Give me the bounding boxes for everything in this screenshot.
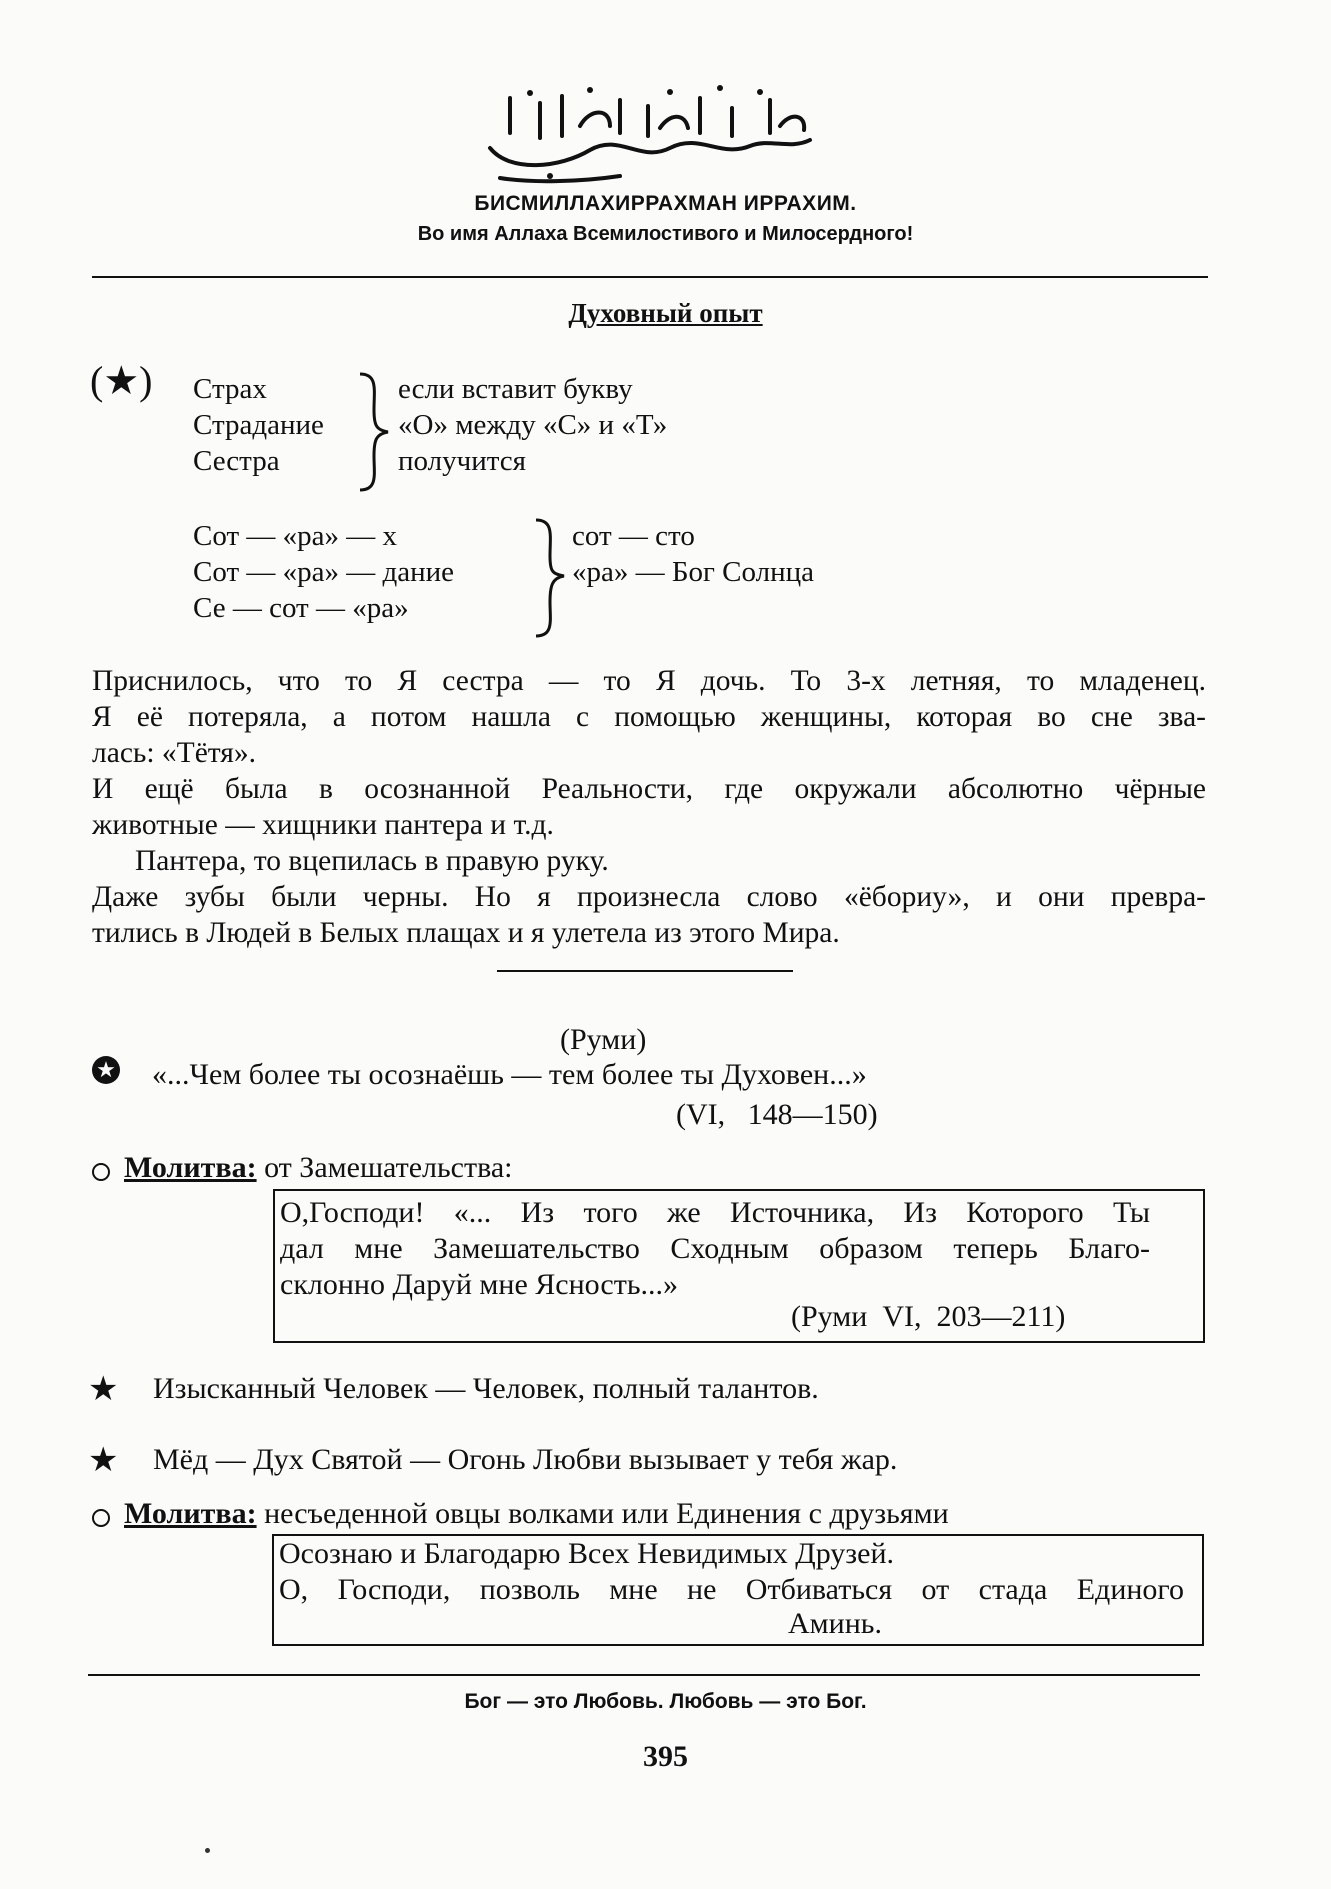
star-line: Мёд — Дух Святой — Огонь Любви вызывает у тебя жар. — [153, 1443, 898, 1476]
brace-2 — [528, 516, 568, 645]
prayer-label: Молитва: — [124, 1497, 257, 1530]
paragraph-line: Пантера, то вцепилась в правую руку. — [135, 845, 609, 877]
circle-bullet-icon — [92, 1163, 110, 1181]
paragraph-divider — [497, 970, 793, 972]
block2-note: «ра» — Бог Солнца — [572, 556, 815, 588]
footer-divider — [88, 1674, 1200, 1676]
paragraph-line: Я её потеряла, а потом нашла с помощью женщины, которая во сне зва- — [92, 701, 1206, 733]
prayer2-line: Осознаю и Благодарю Всех Невидимых Друзей. — [279, 1537, 895, 1570]
header-transliteration: БИСМИЛЛАХИРРАХМАН ИРРАХИМ. — [474, 192, 857, 215]
block1-note: получится — [398, 445, 526, 477]
scan-speck — [205, 1848, 210, 1853]
block1-right — [398, 371, 667, 479]
block2-right — [572, 518, 814, 590]
prayer1-heading — [124, 1150, 513, 1186]
prayer1-box — [273, 1189, 1205, 1343]
block1-note: если вставит букву — [398, 373, 633, 405]
footer-motto: Бог — это Любовь. Любовь — это Бог. — [464, 1690, 867, 1713]
prayer2-box — [272, 1534, 1204, 1646]
rumi-reference: (VI, 148—150) — [676, 1098, 878, 1131]
block2-note: сот — сто — [572, 520, 695, 552]
block2-word: Сот — «ра» — дание — [193, 556, 455, 588]
paragraph-line: лась: «Тётя». — [92, 737, 256, 769]
star-marker: (★) — [90, 358, 153, 403]
block2-word: Се — сот — «ра» — [193, 592, 409, 624]
brace-1 — [352, 370, 392, 499]
circled-star-icon: ★ — [92, 1056, 120, 1084]
prayer1-line: О,Господи! «... Из того же Источника, Из Которого Ты — [280, 1196, 1150, 1229]
block1-note: «О» между «С» и «Т» — [398, 409, 668, 441]
star-icon: ★ — [88, 1369, 119, 1409]
header-translation: Во имя Аллаха Всемилостивого и Милосердного! — [417, 223, 914, 245]
rumi-author: (Руми) — [560, 1023, 647, 1056]
rumi-quote: «...Чем более ты осознаёшь — тем более ты Духовен...» — [152, 1058, 867, 1091]
prayer2-amen: Аминь. — [788, 1607, 882, 1640]
prayer1-line: склонно Даруй мне Ясность...» — [280, 1268, 678, 1301]
paragraph-line: Даже зубы были черны. Но я произнесла слово «ёбориу», и они превра- — [92, 881, 1206, 913]
prayer1-line: дал мне Замешательство Сходным образом теперь Благо- — [280, 1232, 1150, 1265]
block1-word: Страх — [193, 373, 267, 405]
star-icon: ★ — [88, 1440, 119, 1480]
paragraph-line: тились в Людей в Белых плащах и я улетела из этого Мира. — [92, 917, 840, 949]
prayer-topic: от Замешательства: — [264, 1151, 513, 1184]
prayer-label: Молитва: — [124, 1151, 257, 1184]
paragraph-line: И ещё была в осознанной Реальности, где окружали абсолютно чёрные — [92, 773, 1206, 805]
star-line: Изысканный Человек — Человек, полный талантов. — [153, 1372, 819, 1405]
dream-paragraph — [92, 663, 1206, 951]
prayer1-reference: (Руми VI, 203—211) — [791, 1300, 1066, 1333]
bismillah-calligraphy — [470, 78, 830, 188]
prayer2-heading — [124, 1496, 949, 1532]
header-divider — [92, 276, 1208, 278]
block2-left — [193, 518, 454, 626]
block1-word: Страдание — [193, 409, 324, 441]
page-number: 395 — [643, 1740, 688, 1773]
paragraph-line: животные — хищники пантера и т.д. — [92, 809, 554, 841]
section-title: Духовный опыт — [568, 298, 763, 328]
block2-word: Сот — «ра» — х — [193, 520, 398, 552]
block1-word: Сестра — [193, 445, 280, 477]
circle-bullet-icon — [92, 1509, 110, 1527]
prayer-topic: несъеденной овцы волками или Единения с друзьями — [264, 1497, 949, 1530]
paragraph-line: Приснилось, что то Я сестра — то Я дочь. То 3-х летняя, то младенец. — [92, 665, 1206, 697]
block1-left — [193, 371, 324, 479]
prayer2-line: О, Господи, позволь мне не Отбиваться от стада Единого — [279, 1573, 1184, 1606]
